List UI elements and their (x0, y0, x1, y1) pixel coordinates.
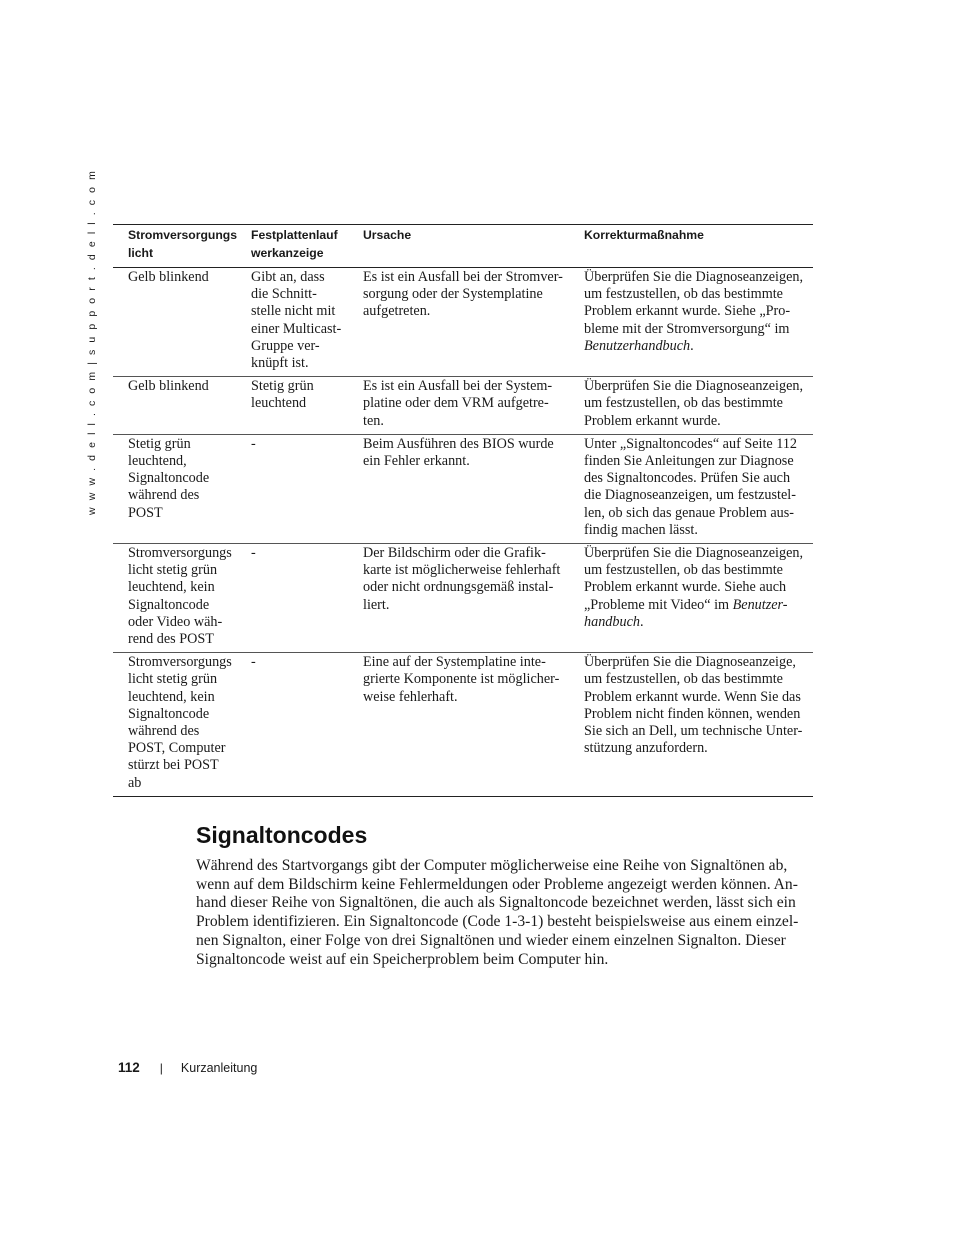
cell-line: ein Fehler erkannt. (363, 453, 470, 470)
diagnostic-table (113, 224, 813, 797)
cell-line: Unter „Signaltoncodes“ auf Seite 112 (584, 435, 798, 452)
power-light-cell (113, 434, 237, 543)
section-body (196, 857, 816, 969)
cell-line: oder nicht ordnungsgemäß instal- (363, 579, 554, 596)
cell-line: Signaltoncode (128, 470, 210, 487)
body-line: Problem identifizieren. Ein Signaltoncode (Code 1-3-1) besteht beispielsweise aus einem einzel- (196, 913, 799, 931)
drive-activity-cell (237, 268, 349, 377)
header-line: Stromversorgungs (128, 228, 238, 242)
cell-line: grierte Komponente ist möglicher- (363, 671, 560, 688)
cell-line: Beim Ausführen des BIOS wurde (363, 435, 554, 452)
cell-line: Stromversorgungs (128, 545, 232, 562)
cell-line: stelle nicht mit (251, 303, 336, 320)
cell-line: handbuch. (584, 613, 644, 630)
body-line: wenn auf dem Bildschirm keine Fehlermeldungen oder Probleme angezeigt werden können. An- (196, 875, 798, 893)
cell-line: rend des POST (128, 631, 214, 648)
cause-cell (349, 377, 570, 435)
cell-line: finden Sie Anleitungen zur Diagnose (584, 453, 794, 470)
cell-line: Problem erkannt wurde. (584, 412, 721, 429)
power-light-cell (113, 377, 237, 435)
header-line: Korrekturmaßnahme (584, 228, 704, 242)
table-row (113, 268, 813, 377)
cell-line: len, ob sich das genaue Problem aus- (584, 504, 794, 521)
corrective-action-cell (570, 434, 813, 543)
cell-line: licht stetig grün (128, 562, 218, 579)
cause-cell (349, 268, 570, 377)
power-light-cell (113, 544, 237, 653)
cell-line: Sie sich an Dell, um technische Unter- (584, 723, 803, 740)
table-row (113, 653, 813, 797)
cell-line: um festzustellen, ob das bestimmte (584, 395, 783, 412)
footer-title: Kurzanleitung (180, 1061, 258, 1075)
corrective-action-cell (570, 544, 813, 653)
cell-line: einer Multicast- (251, 320, 342, 337)
drive-activity-cell (237, 653, 349, 797)
cell-line: um festzustellen, ob das bestimmte (584, 286, 783, 303)
cell-line: licht stetig grün (128, 671, 218, 688)
cell-line: um festzustellen, ob das bestimmte (584, 562, 783, 579)
cause-cell (349, 434, 570, 543)
cell-line: Eine auf der Systemplatine inte- (363, 654, 546, 671)
cell-line: Stetig grün (128, 435, 191, 452)
cause-cell (349, 653, 570, 797)
cell-line: während des (128, 723, 200, 740)
footer-separator: | (159, 1061, 163, 1075)
header-power-light (113, 225, 237, 268)
cell-line: Problem nicht finden können, wenden (584, 705, 801, 722)
cell-line: leuchtend, (128, 453, 187, 470)
cell-line: aufgetreten. (363, 303, 431, 320)
cell-line: Stromversorgungs (128, 654, 232, 671)
cell-line: Überprüfen Sie die Diagnoseanzeige, (584, 654, 796, 671)
body-line: Signaltoncode weist auf ein Speicherproblem beim Computer hin. (196, 950, 609, 968)
cell-line: platine oder dem VRM aufgetre- (363, 395, 549, 412)
cell-line: weise fehlerhaft. (363, 688, 458, 705)
body-line: hand dieser Reihe von Signaltönen, die auch als Signaltoncode bezeichnet werden, lässt sich ein (196, 894, 796, 912)
cell-line: POST, Computer (128, 740, 226, 757)
header-drive-activity (237, 225, 349, 268)
cell-line: - (251, 435, 256, 452)
cell-line: Gelb blinkend (128, 378, 209, 395)
cause-cell (349, 544, 570, 653)
cell-line: Gruppe ver- (251, 337, 320, 354)
cell-line: des Signaltoncodes. Prüfen Sie auch (584, 470, 791, 487)
corrective-action-cell (570, 268, 813, 377)
cell-line: leuchtend, kein (128, 688, 215, 705)
cell-line: ten. (363, 412, 384, 429)
cell-line: stürzt bei POST (128, 757, 219, 774)
header-line: Festplattenlauf (251, 228, 338, 242)
corrective-action-cell (570, 653, 813, 797)
header-line: licht (128, 245, 154, 260)
cell-line: die Diagnoseanzeigen, um festzustel- (584, 487, 796, 504)
body-line: nen Signalton, einer Folge von drei Signaltönen und wieder einem einzelnen Signalton. Dieser (196, 931, 786, 949)
cell-line: - (251, 545, 256, 562)
cell-line: leuchtend, kein (128, 579, 215, 596)
cell-line: Gelb blinkend (128, 269, 209, 285)
side-url-text: w w w . d e l l . c o m | s u p p o r t . d e l l . c o m (86, 169, 99, 515)
cell-line: Es ist ein Ausfall bei der System- (363, 378, 553, 395)
cell-line: Überprüfen Sie die Diagnoseanzeigen, (584, 269, 804, 285)
cell-line: knüpft ist. (251, 355, 309, 372)
cell-line: karte ist möglicherweise fehlerhaft (363, 562, 561, 579)
page-footer (118, 1060, 257, 1075)
cell-line: während des (128, 487, 200, 504)
table-header-row (113, 225, 813, 268)
cell-line: Überprüfen Sie die Diagnoseanzeigen, (584, 378, 804, 395)
header-line: Ursache (363, 228, 412, 242)
side-url (84, 169, 100, 515)
header-corrective-action (570, 225, 813, 268)
cell-line: findig machen lässt. (584, 521, 698, 538)
cell-line: Signaltoncode (128, 705, 210, 722)
drive-activity-cell (237, 434, 349, 543)
power-light-cell (113, 653, 237, 797)
cell-line: oder Video wäh- (128, 613, 223, 630)
cell-line: Signaltoncode (128, 596, 210, 613)
cell-line: Stetig grün (251, 378, 314, 395)
header-cause (349, 225, 570, 268)
cell-line: Benutzerhandbuch. (584, 337, 694, 354)
cell-line: stützung anzufordern. (584, 740, 708, 757)
drive-activity-cell (237, 377, 349, 435)
cell-line: Es ist ein Ausfall bei der Stromver- (363, 269, 563, 285)
cell-line: leuchtend (251, 395, 307, 412)
table-body (113, 268, 813, 797)
cell-line: die Schnitt- (251, 286, 317, 303)
section-heading: Signaltoncodes (196, 822, 368, 848)
cell-line: Gibt an, dass (251, 269, 325, 285)
cell-line: ab (128, 774, 142, 791)
table-row (113, 434, 813, 543)
page-number: 112 (118, 1060, 140, 1075)
table-row (113, 377, 813, 435)
power-light-cell (113, 268, 237, 377)
cell-line: „Probleme mit Video“ im Benutzer- (584, 596, 788, 613)
header-line: werkanzeige (251, 245, 324, 260)
cell-line: Problem erkannt wurde. Siehe „Pro- (584, 303, 791, 320)
table-row (113, 544, 813, 653)
body-line: Während des Startvorgangs gibt der Computer möglicherweise eine Reihe von Signaltönen ab, (196, 857, 788, 874)
cell-line: POST (128, 504, 163, 521)
drive-activity-cell (237, 544, 349, 653)
cell-line: Problem erkannt wurde. Wenn Sie das (584, 688, 801, 705)
cell-line: Überprüfen Sie die Diagnoseanzeigen, (584, 545, 804, 562)
cell-line: Der Bildschirm oder die Grafik- (363, 545, 546, 562)
cell-line: sorgung oder der Systemplatine (363, 286, 543, 303)
cell-line: bleme mit der Stromversorgung“ im (584, 320, 790, 337)
corrective-action-cell (570, 377, 813, 435)
cell-line: um festzustellen, ob das bestimmte (584, 671, 783, 688)
cell-line: liert. (363, 596, 390, 613)
cell-line: - (251, 654, 256, 671)
cell-line: Problem erkannt wurde. Siehe auch (584, 579, 787, 596)
